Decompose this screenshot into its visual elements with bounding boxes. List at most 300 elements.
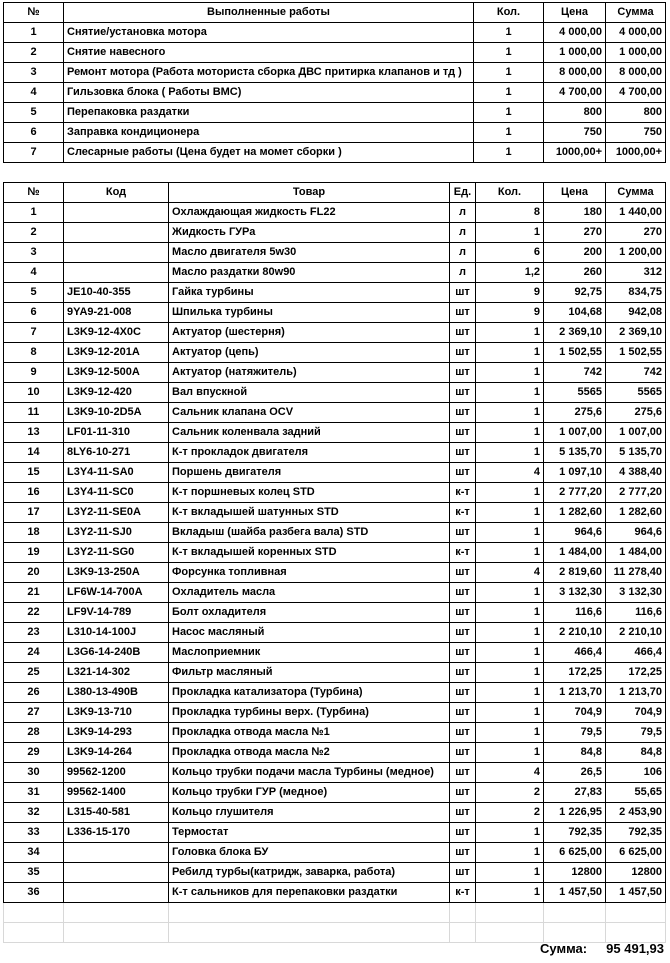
row-code: 99562-1200 (64, 763, 169, 783)
table-row (4, 203, 666, 223)
row-price: 79,5 (544, 723, 606, 743)
services-header-name: Выполненные работы (64, 3, 474, 23)
total-value: 95 491,93 (606, 941, 664, 956)
row-sum: 1 484,00 (606, 543, 666, 563)
row-unit: к-т (450, 543, 476, 563)
row-sum: 750 (606, 123, 666, 143)
row-unit: шт (450, 603, 476, 623)
parts-header-num: № (4, 183, 64, 203)
row-qty: 6 (476, 243, 544, 263)
row-price: 5 135,70 (544, 443, 606, 463)
row-num: 2 (4, 223, 64, 243)
empty-cell (476, 923, 544, 943)
row-qty: 1 (476, 723, 544, 743)
parts-table (3, 182, 666, 943)
table-row (4, 63, 666, 83)
row-product-name: Фильтр масляный (169, 663, 450, 683)
empty-cell (544, 923, 606, 943)
row-price: 1 484,00 (544, 543, 606, 563)
table-row (4, 563, 666, 583)
row-num: 7 (4, 323, 64, 343)
row-num: 10 (4, 383, 64, 403)
row-price: 1 000,00 (544, 43, 606, 63)
row-price: 12800 (544, 863, 606, 883)
row-qty: 1 (476, 483, 544, 503)
table-row (4, 663, 666, 683)
row-price: 26,5 (544, 763, 606, 783)
row-product-name: Актуатор (натяжитель) (169, 363, 450, 383)
row-sum: 800 (606, 103, 666, 123)
row-code: L3G6-14-240B (64, 643, 169, 663)
row-product-name: Прокладка турбины верх. (Турбина) (169, 703, 450, 723)
row-sum: 704,9 (606, 703, 666, 723)
row-unit: шт (450, 563, 476, 583)
row-qty: 1 (476, 863, 544, 883)
row-service-name: Перепаковка раздатки (64, 103, 474, 123)
row-code (64, 883, 169, 903)
row-num: 18 (4, 523, 64, 543)
row-price: 6 625,00 (544, 843, 606, 863)
parts-header-name: Товар (169, 183, 450, 203)
table-row (4, 863, 666, 883)
row-product-name: Охладитель масла (169, 583, 450, 603)
row-price: 260 (544, 263, 606, 283)
row-sum: 2 777,20 (606, 483, 666, 503)
table-row (4, 323, 666, 343)
row-unit: шт (450, 823, 476, 843)
row-qty: 1 (476, 583, 544, 603)
row-price: 1 502,55 (544, 343, 606, 363)
table-row (4, 263, 666, 283)
row-sum: 11 278,40 (606, 563, 666, 583)
table-row (4, 443, 666, 463)
services-header-price: Цена (544, 3, 606, 23)
parts-header-qty: Кол. (476, 183, 544, 203)
row-code: L3K9-13-710 (64, 703, 169, 723)
row-unit: шт (450, 283, 476, 303)
row-unit: л (450, 243, 476, 263)
table-row (4, 43, 666, 63)
row-num: 3 (4, 243, 64, 263)
row-product-name: Гайка турбины (169, 283, 450, 303)
row-price: 2 210,10 (544, 623, 606, 643)
row-code: L3Y2-11-SE0A (64, 503, 169, 523)
row-num: 1 (4, 23, 64, 43)
row-code: L3K9-13-250A (64, 563, 169, 583)
row-qty: 1 (476, 443, 544, 463)
empty-cell (450, 903, 476, 923)
empty-cell (4, 923, 64, 943)
row-num: 2 (4, 43, 64, 63)
empty-row (4, 903, 666, 923)
row-price: 742 (544, 363, 606, 383)
table-row (4, 343, 666, 363)
row-sum: 4 000,00 (606, 23, 666, 43)
row-qty: 1 (476, 503, 544, 523)
empty-cell (64, 903, 169, 923)
row-num: 4 (4, 83, 64, 103)
table-row (4, 763, 666, 783)
row-num: 9 (4, 363, 64, 383)
row-unit: шт (450, 623, 476, 643)
table-row (4, 543, 666, 563)
table-row (4, 843, 666, 863)
table-row (4, 503, 666, 523)
row-sum: 834,75 (606, 283, 666, 303)
row-unit: шт (450, 343, 476, 363)
row-price: 92,75 (544, 283, 606, 303)
row-unit: шт (450, 863, 476, 883)
empty-cell (64, 923, 169, 943)
empty-cell (450, 923, 476, 943)
table-row (4, 23, 666, 43)
row-qty: 1 (476, 323, 544, 343)
row-num: 13 (4, 423, 64, 443)
row-qty: 1 (476, 543, 544, 563)
row-sum: 312 (606, 263, 666, 283)
row-unit: шт (450, 303, 476, 323)
row-price: 5565 (544, 383, 606, 403)
row-unit: шт (450, 463, 476, 483)
parts-header-row (4, 183, 666, 203)
row-sum: 964,6 (606, 523, 666, 543)
empty-cell (169, 923, 450, 943)
row-num: 30 (4, 763, 64, 783)
row-price: 964,6 (544, 523, 606, 543)
row-price: 1 213,70 (544, 683, 606, 703)
row-num: 21 (4, 583, 64, 603)
row-sum: 466,4 (606, 643, 666, 663)
row-price: 1 007,00 (544, 423, 606, 443)
row-qty: 1 (476, 823, 544, 843)
row-price: 750 (544, 123, 606, 143)
row-qty: 4 (476, 763, 544, 783)
row-num: 16 (4, 483, 64, 503)
row-price: 104,68 (544, 303, 606, 323)
row-service-name: Ремонт мотора (Работа моториста сборка ДВС притирка клапанов и тд ) (64, 63, 474, 83)
row-num: 11 (4, 403, 64, 423)
table-row (4, 423, 666, 443)
row-sum: 1 000,00 (606, 43, 666, 63)
row-code: 99562-1400 (64, 783, 169, 803)
empty-cell (606, 903, 666, 923)
row-num: 25 (4, 663, 64, 683)
row-qty: 1 (474, 83, 544, 103)
table-row (4, 583, 666, 603)
row-price: 792,35 (544, 823, 606, 843)
row-product-name: К-т вкладышей шатунных STD (169, 503, 450, 523)
parts-header-code: Код (64, 183, 169, 203)
row-num: 8 (4, 343, 64, 363)
row-num: 6 (4, 303, 64, 323)
row-qty: 1 (476, 683, 544, 703)
row-qty: 9 (476, 303, 544, 323)
row-num: 20 (4, 563, 64, 583)
row-price: 2 777,20 (544, 483, 606, 503)
row-code: L3K9-12-201A (64, 343, 169, 363)
row-product-name: Прокладка катализатора (Турбина) (169, 683, 450, 703)
row-sum: 12800 (606, 863, 666, 883)
row-service-name: Заправка кондиционера (64, 123, 474, 143)
row-num: 29 (4, 743, 64, 763)
row-qty: 1,2 (476, 263, 544, 283)
row-sum: 79,5 (606, 723, 666, 743)
row-unit: шт (450, 363, 476, 383)
row-sum: 2 210,10 (606, 623, 666, 643)
row-product-name: Актуатор (цепь) (169, 343, 450, 363)
row-qty: 1 (476, 743, 544, 763)
table-row (4, 363, 666, 383)
row-qty: 1 (476, 523, 544, 543)
table-row (4, 83, 666, 103)
row-code: L315-40-581 (64, 803, 169, 823)
table-row (4, 283, 666, 303)
row-price: 4 700,00 (544, 83, 606, 103)
row-unit: шт (450, 643, 476, 663)
row-qty: 1 (474, 23, 544, 43)
row-sum: 1 440,00 (606, 203, 666, 223)
row-product-name: Жидкость ГУРа (169, 223, 450, 243)
row-code: L3Y2-11-SG0 (64, 543, 169, 563)
row-qty: 2 (476, 803, 544, 823)
row-sum: 106 (606, 763, 666, 783)
row-product-name: К-т сальников для перепаковки раздатки (169, 883, 450, 903)
row-unit: шт (450, 663, 476, 683)
row-product-name: Головка блока БУ (169, 843, 450, 863)
empty-cell (606, 923, 666, 943)
row-code: LF6W-14-700A (64, 583, 169, 603)
row-qty: 4 (476, 463, 544, 483)
row-product-name: Кольцо глушителя (169, 803, 450, 823)
row-price: 84,8 (544, 743, 606, 763)
table-row (4, 103, 666, 123)
row-code: LF01-11-310 (64, 423, 169, 443)
row-service-name: Снятие навесного (64, 43, 474, 63)
table-row (4, 883, 666, 903)
row-qty: 9 (476, 283, 544, 303)
row-num: 4 (4, 263, 64, 283)
row-unit: к-т (450, 883, 476, 903)
row-code (64, 243, 169, 263)
row-price: 116,6 (544, 603, 606, 623)
row-qty: 1 (476, 703, 544, 723)
row-qty: 1 (474, 103, 544, 123)
row-sum: 5565 (606, 383, 666, 403)
table-row (4, 383, 666, 403)
parts-header-unit: Ед. (450, 183, 476, 203)
row-num: 24 (4, 643, 64, 663)
row-sum: 1 282,60 (606, 503, 666, 523)
row-code: L3K9-14-264 (64, 743, 169, 763)
row-sum: 172,25 (606, 663, 666, 683)
table-row (4, 723, 666, 743)
services-table (3, 2, 666, 163)
row-sum: 6 625,00 (606, 843, 666, 863)
row-product-name: Насос масляный (169, 623, 450, 643)
row-qty: 1 (476, 623, 544, 643)
row-code: L336-15-170 (64, 823, 169, 843)
row-product-name: Охлаждающая жидкость FL22 (169, 203, 450, 223)
row-code (64, 863, 169, 883)
row-sum: 275,6 (606, 403, 666, 423)
row-unit: шт (450, 743, 476, 763)
table-row (4, 403, 666, 423)
row-product-name: Сальник клапана OCV (169, 403, 450, 423)
row-product-name: Кольцо трубки подачи масла Турбины (медное) (169, 763, 450, 783)
row-unit: шт (450, 383, 476, 403)
row-num: 35 (4, 863, 64, 883)
row-sum: 4 388,40 (606, 463, 666, 483)
row-sum: 1 007,00 (606, 423, 666, 443)
row-code (64, 223, 169, 243)
row-price: 1 282,60 (544, 503, 606, 523)
row-unit: шт (450, 763, 476, 783)
row-code: L3K9-12-500A (64, 363, 169, 383)
row-price: 3 132,30 (544, 583, 606, 603)
row-sum: 55,65 (606, 783, 666, 803)
row-qty: 1 (474, 123, 544, 143)
row-sum: 1 502,55 (606, 343, 666, 363)
row-qty: 1 (476, 363, 544, 383)
row-code: 9YA9-21-008 (64, 303, 169, 323)
row-num: 5 (4, 103, 64, 123)
row-price: 172,25 (544, 663, 606, 683)
row-sum: 4 700,00 (606, 83, 666, 103)
row-product-name: Актуатор (шестерня) (169, 323, 450, 343)
row-code: LF9V-14-789 (64, 603, 169, 623)
row-sum: 5 135,70 (606, 443, 666, 463)
row-sum: 942,08 (606, 303, 666, 323)
row-price: 8 000,00 (544, 63, 606, 83)
services-header-row (4, 3, 666, 23)
parts-header-price: Цена (544, 183, 606, 203)
row-price: 2 369,10 (544, 323, 606, 343)
row-price: 270 (544, 223, 606, 243)
row-price: 466,4 (544, 643, 606, 663)
row-num: 36 (4, 883, 64, 903)
row-sum: 3 132,30 (606, 583, 666, 603)
row-price: 704,9 (544, 703, 606, 723)
table-row (4, 703, 666, 723)
row-qty: 1 (476, 643, 544, 663)
row-num: 3 (4, 63, 64, 83)
table-row (4, 243, 666, 263)
row-product-name: Прокладка отвода масла №1 (169, 723, 450, 743)
row-product-name: Кольцо трубки ГУР (медное) (169, 783, 450, 803)
row-product-name: Ребилд турбы(катридж, заварка, работа) (169, 863, 450, 883)
row-service-name: Слесарные работы (Цена будет на момет сборки ) (64, 143, 474, 163)
empty-cell (4, 903, 64, 923)
table-row (4, 643, 666, 663)
table-row (4, 223, 666, 243)
table-row (4, 783, 666, 803)
row-unit: шт (450, 443, 476, 463)
table-row (4, 483, 666, 503)
row-code: L380-13-490B (64, 683, 169, 703)
table-row (4, 803, 666, 823)
row-qty: 2 (476, 783, 544, 803)
row-unit: л (450, 203, 476, 223)
row-qty: 1 (474, 143, 544, 163)
row-unit: шт (450, 583, 476, 603)
row-product-name: К-т поршневых колец STD (169, 483, 450, 503)
table-row (4, 123, 666, 143)
row-product-name: Маслоприемник (169, 643, 450, 663)
row-qty: 1 (474, 43, 544, 63)
row-sum: 1 457,50 (606, 883, 666, 903)
row-code (64, 203, 169, 223)
row-product-name: К-т вкладышей коренных STD (169, 543, 450, 563)
parts-header-sum: Сумма (606, 183, 666, 203)
table-row (4, 523, 666, 543)
services-header-num: № (4, 3, 64, 23)
row-price: 200 (544, 243, 606, 263)
row-price: 1 226,95 (544, 803, 606, 823)
row-qty: 1 (476, 423, 544, 443)
row-code: L3K9-12-4X0C (64, 323, 169, 343)
row-price: 1 457,50 (544, 883, 606, 903)
empty-cell (476, 903, 544, 923)
row-product-name: Поршень двигателя (169, 463, 450, 483)
row-sum: 8 000,00 (606, 63, 666, 83)
row-unit: л (450, 263, 476, 283)
table-row (4, 143, 666, 163)
row-qty: 1 (476, 343, 544, 363)
row-num: 23 (4, 623, 64, 643)
row-qty: 1 (476, 843, 544, 863)
table-row (4, 743, 666, 763)
table-row (4, 603, 666, 623)
row-qty: 8 (476, 203, 544, 223)
row-num: 5 (4, 283, 64, 303)
row-code: L321-14-302 (64, 663, 169, 683)
row-product-name: Масло раздатки 80w90 (169, 263, 450, 283)
row-unit: к-т (450, 483, 476, 503)
empty-row (4, 923, 666, 943)
row-sum: 1 200,00 (606, 243, 666, 263)
row-product-name: Шпилька турбины (169, 303, 450, 323)
row-unit: шт (450, 783, 476, 803)
row-code (64, 263, 169, 283)
row-sum: 1 213,70 (606, 683, 666, 703)
row-sum: 792,35 (606, 823, 666, 843)
row-product-name: Вал впускной (169, 383, 450, 403)
row-unit: шт (450, 403, 476, 423)
row-product-name: Термостат (169, 823, 450, 843)
row-num: 17 (4, 503, 64, 523)
row-num: 27 (4, 703, 64, 723)
table-row (4, 823, 666, 843)
table-row (4, 683, 666, 703)
row-num: 7 (4, 143, 64, 163)
row-num: 28 (4, 723, 64, 743)
row-product-name: Сальник коленвала задний (169, 423, 450, 443)
row-code: L3K9-14-293 (64, 723, 169, 743)
row-product-name: Масло двигателя 5w30 (169, 243, 450, 263)
row-product-name: Прокладка отвода масла №2 (169, 743, 450, 763)
row-qty: 1 (476, 383, 544, 403)
row-unit: л (450, 223, 476, 243)
row-price: 27,83 (544, 783, 606, 803)
row-code (64, 843, 169, 863)
row-sum: 84,8 (606, 743, 666, 763)
row-code: L3Y4-11-SA0 (64, 463, 169, 483)
row-service-name: Снятие/установка мотора (64, 23, 474, 43)
row-qty: 1 (476, 663, 544, 683)
row-num: 26 (4, 683, 64, 703)
row-unit: шт (450, 703, 476, 723)
row-code: L310-14-100J (64, 623, 169, 643)
